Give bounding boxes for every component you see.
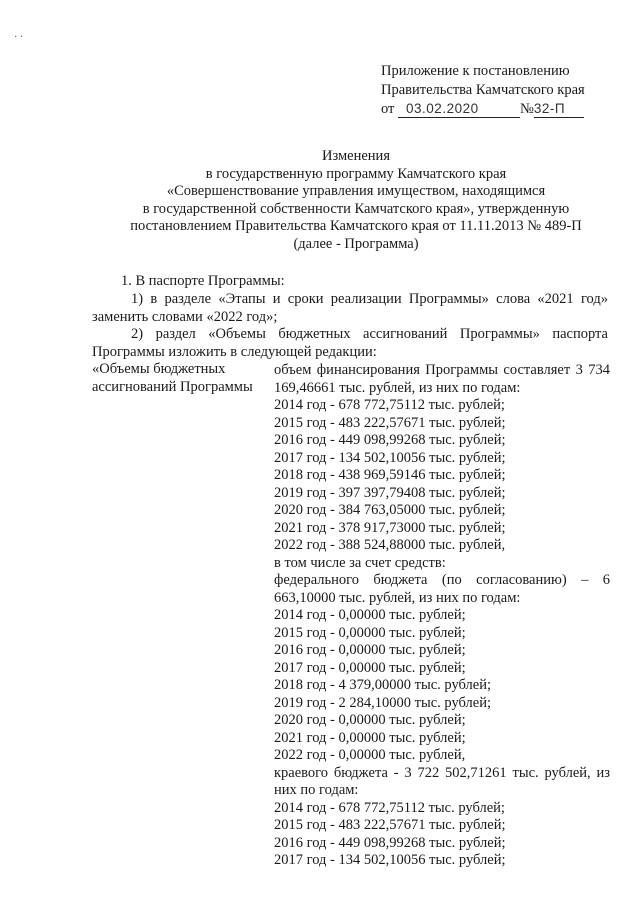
title-line-6: (далее - Программа) (293, 235, 419, 252)
federal-year-line: 2022 год - 0,00000 тыс. рублей, (274, 747, 466, 763)
date-field (398, 101, 520, 118)
federal-years-list (274, 607, 610, 765)
federal-year-line: 2020 год - 0,00000 тыс. рублей; (274, 712, 466, 728)
federal-year-line: 2019 год - 2 284,10000 тыс. рублей; (274, 694, 491, 711)
title-line-1: Изменения (322, 148, 390, 164)
title-line-2: в государственную программу Камчатского края (205, 165, 507, 182)
federal-year-line: 2014 год - 0,00000 тыс. рублей; (274, 607, 466, 623)
appendix-date-line (381, 100, 585, 119)
date-value: 03.02.2020 (406, 101, 479, 116)
federal-year-line: 2018 год - 4 379,00000 тыс. рублей; (274, 677, 491, 693)
total-year-line: 2020 год - 384 763,05000 тыс. рублей; (274, 502, 506, 518)
total-year-line: 2022 год - 388 524,88000 тыс. рублей, (274, 537, 506, 553)
federal-year-line: 2021 год - 0,00000 тыс. рублей; (274, 729, 466, 746)
total-year-line: 2017 год - 134 502,10056 тыс. рублей; (274, 449, 506, 466)
total-years-list (274, 397, 610, 555)
total-year-line: 2016 год - 449 098,99268 тыс. рублей; (274, 432, 506, 448)
document-title (96, 148, 616, 253)
scan-mark: · · (14, 32, 24, 43)
total-year-line: 2014 год - 678 772,75112 тыс. рублей; (274, 397, 505, 413)
section-1-heading: 1. В паспорте Программы: (121, 273, 285, 289)
appendix-header (381, 62, 585, 119)
regional-year-line: 2016 год - 449 098,99268 тыс. рублей; (274, 834, 506, 851)
table-right-column (274, 362, 610, 870)
regional-year-line: 2017 год - 134 502,10056 тыс. рублей; (274, 852, 506, 868)
regional-years-list (274, 800, 610, 870)
including-label: в том числе за счет средств: (274, 554, 446, 571)
federal-year-line: 2017 год - 0,00000 тыс. рублей; (274, 659, 466, 676)
total-year-line: 2019 год - 397 397,79408 тыс. рублей; (274, 484, 506, 501)
paragraph-item-2: 2) раздел «Объемы бюджетных ассигнований Программы» паспорта Программы изложить в следующей редакции: (92, 326, 608, 360)
appendix-line-2: Правительства Камчатского края (381, 82, 585, 98)
number-field (534, 101, 584, 118)
regional-year-line: 2015 год - 483 222,57671 тыс. рублей; (274, 817, 506, 833)
number-value: 32-П (533, 101, 566, 116)
appendix-line-1: Приложение к постановлению (381, 63, 570, 79)
regional-year-line: 2014 год - 678 772,75112 тыс. рублей; (274, 799, 505, 816)
title-line-5: постановлением Правительства Камчатского края от 11.11.2013 № 489-П (130, 218, 582, 234)
title-line-4: в государственной собственности Камчатского края», утвержденную (142, 200, 570, 217)
total-year-line: 2015 год - 483 222,57671 тыс. рублей; (274, 414, 506, 431)
federal-year-line: 2016 год - 0,00000 тыс. рублей; (274, 642, 466, 658)
total-year-line: 2018 год - 438 969,59146 тыс. рублей; (274, 467, 506, 483)
federal-year-line: 2015 год - 0,00000 тыс. рублей; (274, 624, 466, 641)
regional-budget-text: краевого бюджета - 3 722 502,71261 тыс. рублей, из них по годам: (274, 764, 610, 798)
federal-budget-text: федерального бюджета (по согласованию) – 6 663,10000 тыс. рублей, из них по годам: (274, 572, 610, 606)
table-left-label: «Объемы бюджетных ассигнований Программы (92, 361, 253, 395)
title-line-3: «Совершенствование управления имуществом, находящимся (166, 183, 546, 199)
paragraph-item-1: 1) в разделе «Этапы и сроки реализации Программы» слова «2021 год» заменить словами «2022 год»; (92, 291, 608, 325)
date-prefix: от (381, 101, 395, 117)
total-year-line: 2021 год - 378 917,73000 тыс. рублей; (274, 519, 506, 536)
funding-intro: объем финансирования Программы составляет 3 734 169,46661 тыс. рублей, из них по годам: (274, 362, 610, 396)
number-prefix: № (520, 101, 534, 117)
